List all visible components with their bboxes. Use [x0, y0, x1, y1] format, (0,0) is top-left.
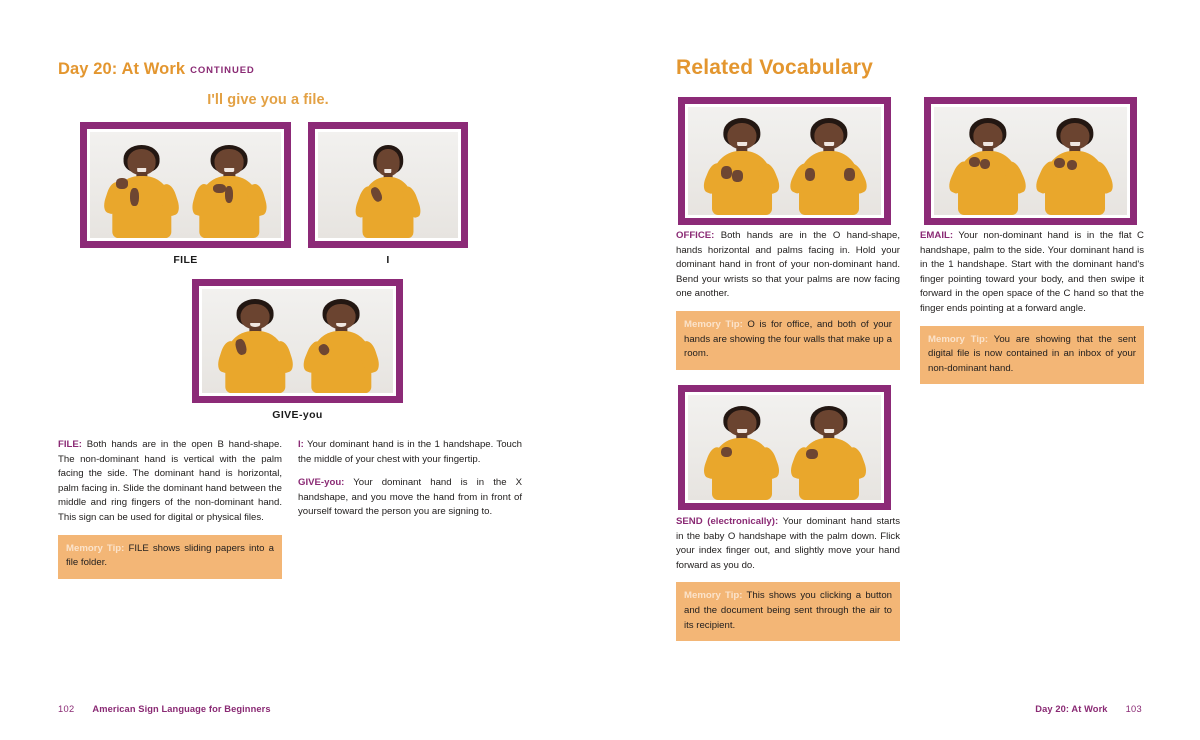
text-i: Your dominant hand is in the 1 handshape. Touch the middle of your chest with your fingertip. — [298, 439, 522, 465]
chapter-title: Day 20: At Work — [1035, 704, 1108, 714]
photo-give-you — [202, 289, 393, 393]
entry-send — [676, 515, 900, 641]
memory-tip-text: You are showing that the sent digital file is now contained in an inbox of your non-dominant hand. — [928, 333, 1136, 374]
memory-tip-text: FILE shows sliding papers into a file folder. — [66, 542, 274, 569]
book-title: American Sign Language for Beginners — [92, 704, 271, 714]
term-file: FILE: — [58, 439, 82, 450]
photo-office — [688, 107, 881, 215]
figure-office — [678, 97, 891, 225]
memory-tip-office — [676, 311, 900, 370]
memory-tip-label: Memory Tip: — [66, 542, 125, 554]
memory-tip-label: Memory Tip: — [684, 318, 743, 330]
entry-office — [676, 229, 900, 370]
page-number-left: 102 — [58, 704, 75, 714]
related-vocabulary-heading: Related Vocabulary — [676, 56, 873, 79]
memory-tip-label: Memory Tip: — [928, 333, 989, 345]
figure-email — [924, 97, 1137, 225]
text-email: Your non-dominant hand is in the flat C handshape, palm to the side. Your dominant hand is in the 1 handshape. Start with the dominant hand's finger pointing toward your body, and then swipe it forward in the open space of the C hand so that the finger ends pointing at a forward angle. — [920, 230, 1144, 314]
term-give-you: GIVE-you: — [298, 477, 345, 489]
entry-send-text — [676, 515, 900, 573]
text-send: Your dominant hand starts in the baby O handshape with the palm down. Flick your index finger out, and slightly move your hand forward as you do. — [676, 516, 900, 571]
memory-tip-file — [58, 535, 282, 579]
entry-file — [58, 438, 282, 526]
entry-email-text — [920, 229, 1144, 317]
text-office: Both hands are in the O hand-shape, hands horizontal and palms facing in. Hold your dominant hand in front of your non-dominant hand. Bend your wrists so that your palms are now facing one another. — [676, 230, 900, 300]
memory-tip-email — [920, 326, 1144, 385]
figure-send — [678, 385, 891, 510]
caption-file: FILE — [173, 254, 198, 266]
term-i: I: — [298, 439, 304, 450]
practice-sentence: I'll give you a file. — [207, 92, 329, 108]
entry-email — [920, 229, 1144, 384]
entry-give-you — [298, 476, 522, 520]
left-column-one — [58, 438, 282, 579]
entry-office-text — [676, 229, 900, 302]
page-number-right: 103 — [1125, 704, 1142, 714]
continued-label: CONTINUED — [190, 65, 255, 76]
entry-i — [298, 438, 522, 467]
photo-email — [934, 107, 1127, 215]
photo-file — [90, 132, 281, 238]
page-title — [58, 60, 255, 79]
term-office: OFFICE: — [676, 230, 715, 241]
text-give-you: Your dominant hand is in the X handshape, and you move the hand from in front of yourself toward the person you are signing to. — [298, 477, 522, 518]
memory-tip-text: O is for office, and both of your hands are showing the four walls that make up a room. — [684, 318, 892, 360]
text-file: Both hands are in the open B hand-shape. The non-dominant hand is vertical with the palm facing the side. The dominant hand is horizontal, palm facing in. Slide the dominant hand between the middle and ring fingers of the non-dominant hand. This sign can be used for digital or physical files. — [58, 439, 282, 523]
day-heading-text: Day 20: At Work — [58, 60, 186, 78]
photo-send — [688, 395, 881, 500]
figure-file — [80, 122, 291, 248]
caption-i: I — [386, 254, 390, 266]
memory-tip-label: Memory Tip: — [684, 590, 743, 602]
memory-tip-text: This shows you clicking a button and the document being sent through the air to its recipient. — [684, 590, 892, 631]
term-send: SEND (electronically): — [676, 516, 779, 527]
term-email: EMAIL: — [920, 230, 954, 241]
figure-i — [308, 122, 468, 248]
left-column-two — [298, 438, 522, 529]
figure-give-you — [192, 279, 403, 403]
right-footer — [1035, 704, 1142, 714]
photo-i — [318, 132, 458, 238]
left-footer — [58, 704, 271, 714]
right-page — [600, 0, 1200, 740]
caption-give-you: GIVE-you — [272, 409, 323, 421]
memory-tip-send — [676, 582, 900, 641]
